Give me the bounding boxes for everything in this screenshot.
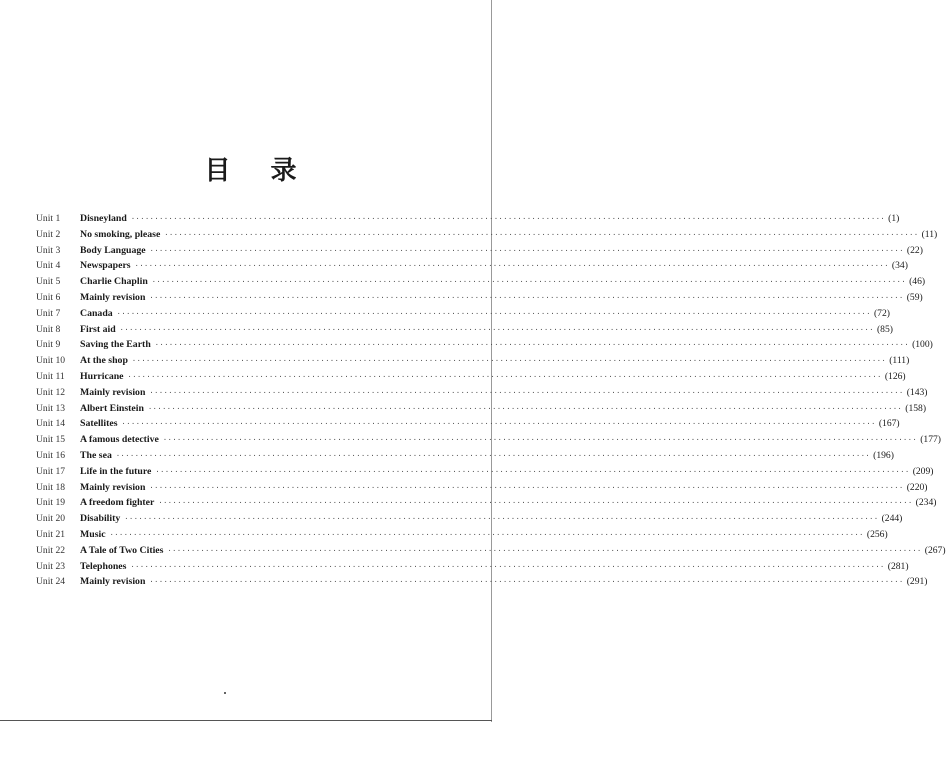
toc-entry-title: Mainly revision bbox=[80, 386, 146, 398]
toc-row bbox=[36, 448, 894, 464]
toc-row bbox=[36, 353, 910, 369]
toc-page-number: (46) bbox=[909, 276, 926, 288]
toc-leader-dots: ································································································································································ bbox=[151, 278, 907, 287]
toc-unit-label: Unit 5 bbox=[36, 276, 61, 288]
toc-entry-title: A famous detective bbox=[80, 434, 159, 446]
toc-entry-title: A freedom fighter bbox=[80, 497, 155, 509]
toc-entry-title: Mainly revision bbox=[80, 576, 146, 588]
toc-entry-title: A Tale of Two Cities bbox=[80, 544, 164, 556]
scan-speck bbox=[224, 692, 226, 694]
toc-page-number: (234) bbox=[915, 497, 937, 509]
toc-unit-label: Unit 8 bbox=[36, 323, 61, 335]
title-char-1: 目 bbox=[204, 156, 235, 186]
toc-leader-dots: ································································································································································ bbox=[162, 436, 918, 445]
toc-page-number: (167) bbox=[878, 418, 900, 430]
toc-leader-dots: ································································································································································ bbox=[115, 451, 871, 460]
toc-entry-title: Hurricane bbox=[80, 370, 124, 382]
toc-unit-label: Unit 17 bbox=[36, 465, 66, 477]
toc-leader-dots: ································································································································································ bbox=[149, 293, 904, 302]
toc-leader-dots: ································································································································································ bbox=[134, 262, 889, 271]
toc-page-number: (111) bbox=[889, 355, 910, 367]
toc-row bbox=[36, 369, 906, 385]
toc-unit-label: Unit 18 bbox=[36, 481, 66, 493]
toc-page-number: (220) bbox=[906, 481, 928, 493]
toc-page-number: (100) bbox=[912, 339, 933, 351]
toc-row bbox=[36, 574, 928, 590]
toc-page-number: (1) bbox=[888, 213, 900, 224]
toc-page-number: (59) bbox=[906, 291, 923, 303]
toc-row bbox=[36, 211, 900, 227]
toc-page-number: (196) bbox=[873, 449, 894, 461]
toc-leader-dots: ································································································································································ bbox=[167, 546, 922, 555]
toc-entry-title: Mainly revision bbox=[80, 481, 146, 493]
toc-page-number: (281) bbox=[887, 560, 909, 572]
toc-row bbox=[36, 290, 923, 306]
toc-page-number: (34) bbox=[891, 260, 908, 272]
toc-unit-label: Unit 10 bbox=[36, 355, 66, 367]
toc-entry-title: Body Language bbox=[80, 244, 146, 256]
toc-page-number: (291) bbox=[906, 576, 928, 588]
toc-row bbox=[36, 258, 908, 274]
toc-unit-label: Unit 20 bbox=[36, 513, 66, 525]
toc-leader-dots: ································································································································································ bbox=[155, 467, 910, 476]
toc-row bbox=[36, 464, 934, 480]
toc-row bbox=[36, 495, 937, 511]
toc-page-number: (11) bbox=[921, 228, 938, 240]
toc-leader-dots: ································································································································································ bbox=[109, 530, 864, 539]
toc-entry-title: Music bbox=[80, 528, 106, 540]
toc-entry-title: Disneyland bbox=[80, 213, 127, 224]
toc-unit-label: Unit 15 bbox=[36, 434, 66, 446]
toc-unit-label: Unit 13 bbox=[36, 402, 66, 414]
toc-unit-label: Unit 24 bbox=[36, 576, 66, 588]
toc-unit-label: Unit 16 bbox=[36, 449, 66, 461]
toc-row bbox=[36, 274, 926, 290]
toc-row bbox=[36, 337, 933, 353]
toc-leader-dots: ································································································································································ bbox=[124, 515, 879, 524]
toc-leader-dots: ································································································································································ bbox=[149, 246, 904, 255]
toc-unit-label: Unit 6 bbox=[36, 291, 61, 303]
toc-entry-title: Mainly revision bbox=[80, 291, 146, 303]
toc-unit-label: Unit 3 bbox=[36, 244, 61, 256]
toc-row bbox=[36, 559, 909, 575]
toc-row bbox=[36, 432, 941, 448]
toc-page-number: (158) bbox=[905, 402, 927, 414]
toc-unit-label: Unit 22 bbox=[36, 544, 66, 556]
toc-page-number: (22) bbox=[906, 244, 923, 256]
title-char-2: 录 bbox=[270, 156, 301, 186]
toc-page-number: (256) bbox=[866, 528, 888, 540]
toc-row bbox=[36, 416, 900, 432]
toc-page-number: (143) bbox=[906, 386, 928, 398]
toc-row bbox=[36, 511, 903, 527]
toc-row bbox=[36, 227, 938, 243]
page-title bbox=[0, 150, 505, 187]
toc-entry-title: At the shop bbox=[80, 355, 128, 367]
page-bottom-rule bbox=[0, 720, 492, 721]
toc-leader-dots: ································································································································································ bbox=[119, 325, 874, 334]
toc-leader-dots: ································································································································································ bbox=[116, 309, 871, 318]
toc-unit-label: Unit 4 bbox=[36, 260, 61, 272]
toc-unit-label: Unit 23 bbox=[36, 560, 66, 572]
toc-unit-label: Unit 21 bbox=[36, 528, 66, 540]
toc-unit-label: Unit 11 bbox=[36, 370, 65, 382]
toc-entry-title: The sea bbox=[80, 449, 112, 461]
toc-entry-title: First aid bbox=[80, 323, 116, 335]
toc-row bbox=[36, 322, 893, 338]
toc-row bbox=[36, 243, 923, 259]
toc-leader-dots: ································································································································································ bbox=[121, 420, 876, 429]
toc-entry-title: Albert Einstein bbox=[80, 402, 144, 414]
toc-page-number: (126) bbox=[884, 370, 906, 382]
toc-page-number: (244) bbox=[881, 513, 903, 525]
toc-leader-dots: ································································································································································ bbox=[149, 388, 904, 397]
toc-row bbox=[36, 401, 927, 417]
toc-row bbox=[36, 480, 928, 496]
toc-entry-title: No smoking, please bbox=[80, 228, 161, 240]
toc-entry-title: Satellites bbox=[80, 418, 118, 430]
toc-leader-dots: ································································································································································ bbox=[154, 341, 910, 350]
toc-leader-dots: ································································································································································ bbox=[149, 483, 904, 492]
toc-unit-label: Unit 7 bbox=[36, 307, 61, 319]
toc-page-number: (72) bbox=[873, 307, 890, 319]
toc-row bbox=[36, 306, 890, 322]
toc-page-number: (209) bbox=[912, 465, 934, 477]
toc-row bbox=[36, 385, 928, 401]
toc-leader-dots: ································································································································································ bbox=[149, 578, 904, 587]
toc-unit-label: Unit 1 bbox=[36, 213, 61, 224]
table-of-contents bbox=[36, 211, 946, 590]
toc-unit-label: Unit 12 bbox=[36, 386, 66, 398]
toc-leader-dots: ································································································································································ bbox=[164, 230, 919, 239]
toc-entry-title: Saving the Earth bbox=[80, 339, 151, 351]
toc-unit-label: Unit 9 bbox=[36, 339, 61, 351]
toc-leader-dots: ································································································································································ bbox=[130, 215, 886, 223]
toc-entry-title: Disability bbox=[80, 513, 121, 525]
toc-entry-title: Charlie Chaplin bbox=[80, 276, 148, 288]
toc-unit-label: Unit 14 bbox=[36, 418, 66, 430]
toc-row bbox=[36, 527, 888, 543]
toc-leader-dots: ································································································································································ bbox=[147, 404, 903, 413]
toc-entry-title: Life in the future bbox=[80, 465, 152, 477]
toc-unit-label: Unit 19 bbox=[36, 497, 66, 509]
toc-leader-dots: ································································································································································ bbox=[127, 372, 882, 381]
toc-page-number: (267) bbox=[924, 544, 946, 556]
toc-entry-title: Newspapers bbox=[80, 260, 131, 272]
toc-page-number: (85) bbox=[876, 323, 893, 335]
toc-row bbox=[36, 543, 946, 559]
toc-leader-dots: ································································································································································ bbox=[130, 562, 885, 571]
toc-unit-label: Unit 2 bbox=[36, 228, 61, 240]
toc-entry-title: Telephones bbox=[80, 560, 127, 572]
toc-leader-dots: ································································································································································ bbox=[158, 499, 913, 508]
toc-page-number: (177) bbox=[920, 434, 941, 446]
toc-leader-dots: ································································································································································ bbox=[131, 357, 887, 366]
toc-entry-title: Canada bbox=[80, 307, 113, 319]
